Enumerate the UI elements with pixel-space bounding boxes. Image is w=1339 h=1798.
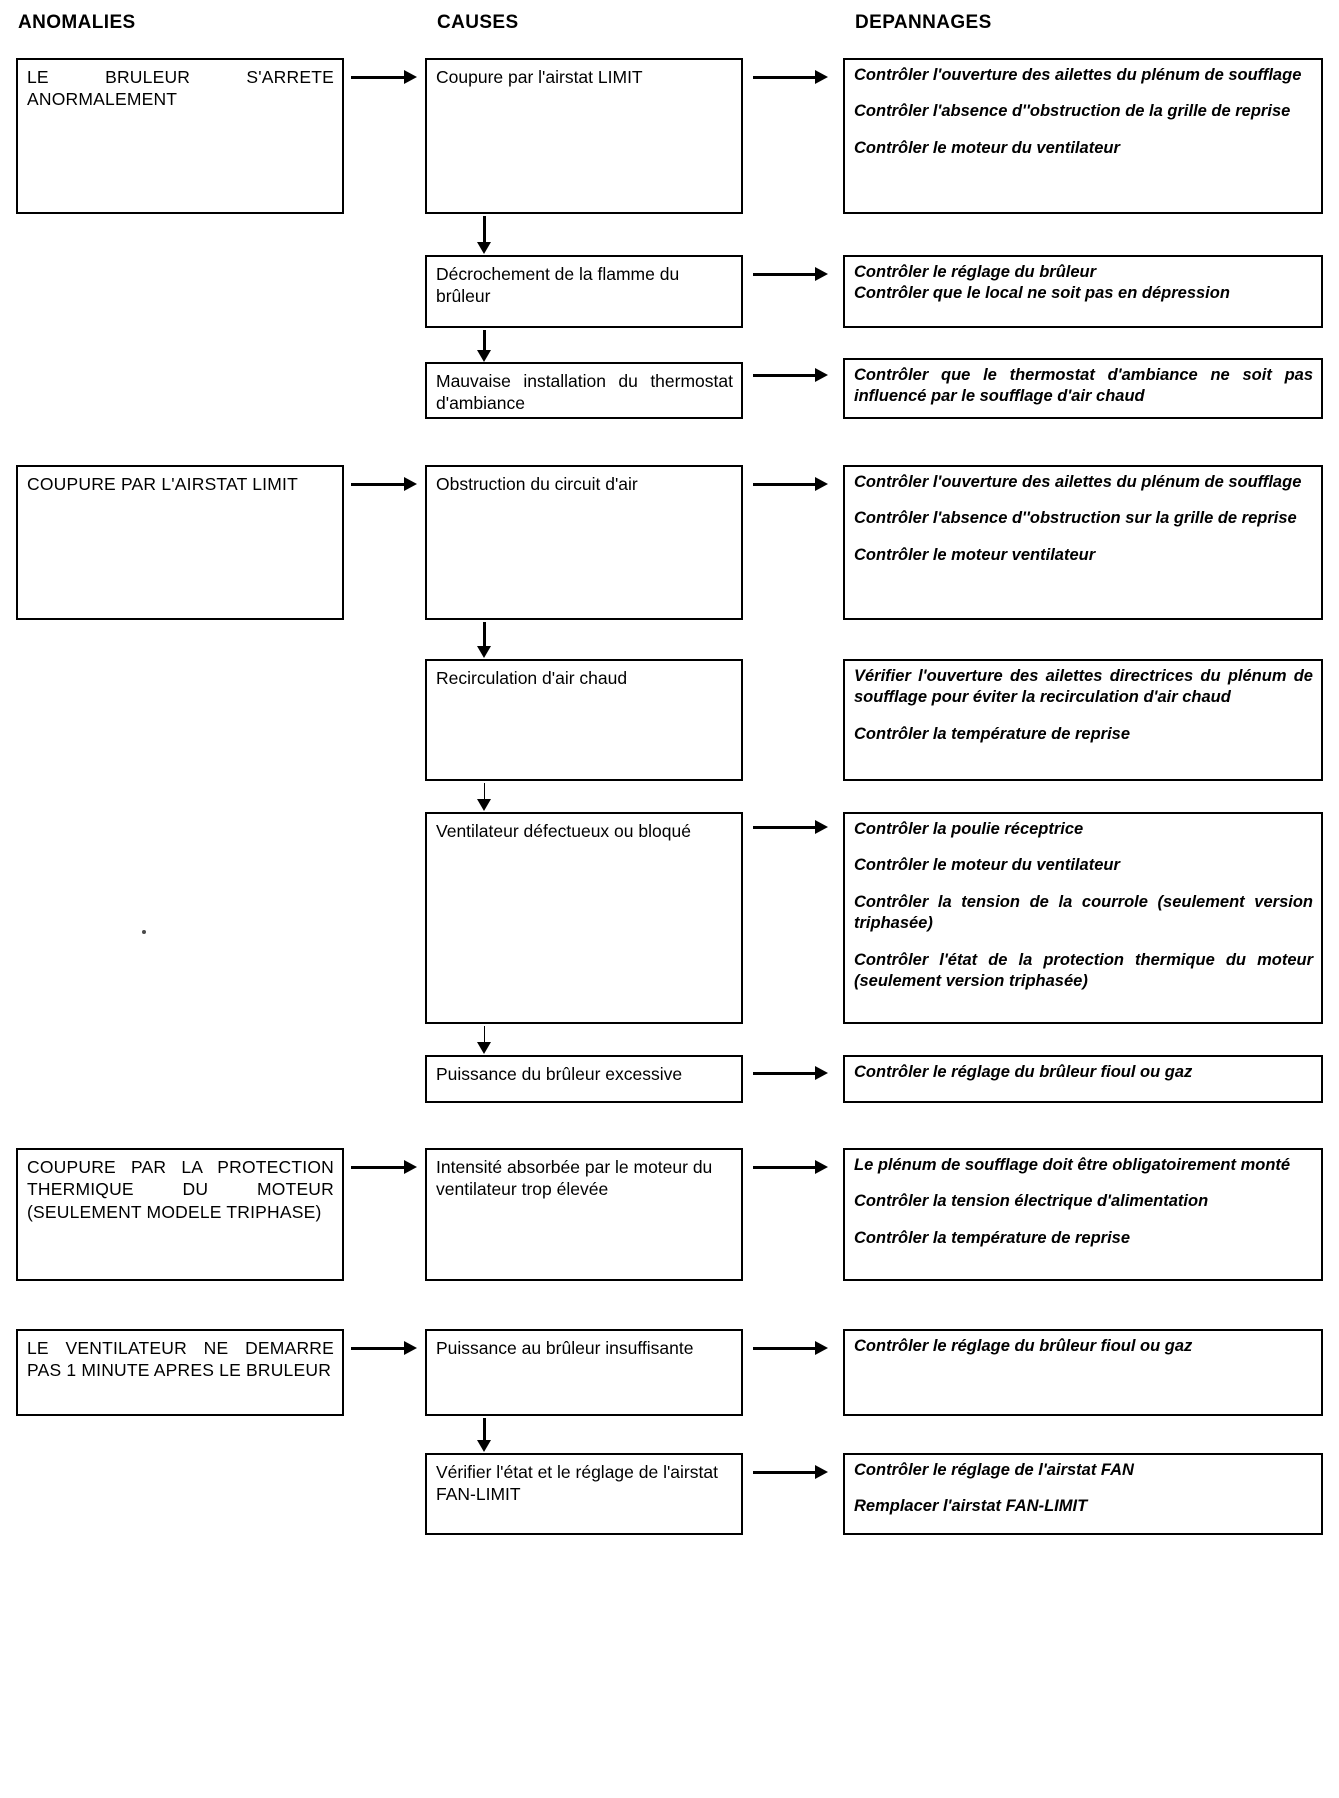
remedy-text: Contrôler le moteur du ventilateur bbox=[854, 138, 1120, 157]
anomaly-box bbox=[16, 465, 344, 620]
anomaly-text: COUPURE PAR LA PROTECTION THERMIQUE DU MOTEUR (SEULEMENT MODELE TRIPHASE) bbox=[27, 1157, 334, 1222]
remedy-text: Contrôler l'ouverture des ailettes du plénum de soufflage bbox=[854, 66, 1302, 84]
arrow-cause-chain bbox=[477, 216, 491, 254]
column-header-depannages: DEPANNAGES bbox=[855, 12, 992, 33]
remedy-box bbox=[843, 58, 1323, 214]
anomaly-text: COUPURE PAR L'AIRSTAT LIMIT bbox=[27, 474, 298, 494]
arrow-anomaly-to-cause bbox=[351, 477, 417, 491]
arrow-cause-chain bbox=[477, 330, 491, 362]
arrow-anomaly-to-cause bbox=[351, 1160, 417, 1174]
scan-artifact bbox=[142, 930, 146, 934]
cause-text: Décrochement de la flamme du brûleur bbox=[436, 264, 680, 307]
arrow-cause-to-remedy bbox=[753, 820, 831, 834]
arrow-cause-chain bbox=[477, 1026, 491, 1054]
remedy-box bbox=[843, 1329, 1323, 1416]
remedy-text: Le plénum de soufflage doit être obligatoirement monté bbox=[854, 1156, 1291, 1174]
arrow-anomaly-to-cause bbox=[351, 1341, 417, 1355]
cause-text: Intensité absorbée par le moteur du ventilateur trop élevée bbox=[436, 1157, 713, 1200]
arrow-cause-to-remedy bbox=[753, 1341, 831, 1355]
cause-box bbox=[425, 1148, 743, 1281]
remedy-text: Contrôler l'absence d''obstruction de la grille de reprise bbox=[854, 102, 1291, 121]
remedy-text: Vérifier l'ouverture des ailettes directrices du plénum de soufflage pour éviter la recirculation d'air chaud bbox=[854, 667, 1313, 707]
cause-box bbox=[425, 255, 743, 328]
remedy-box bbox=[843, 465, 1323, 620]
anomaly-text: LE BRULEUR S'ARRETE ANORMALEMENT bbox=[27, 67, 334, 110]
remedy-box bbox=[843, 1055, 1323, 1103]
remedy-text: Contrôler le réglage du brûleur bbox=[854, 263, 1097, 281]
cause-box bbox=[425, 362, 743, 419]
remedy-box bbox=[843, 659, 1323, 781]
remedy-text: Contrôler le réglage du brûleur fioul ou gaz bbox=[854, 1337, 1193, 1355]
cause-box bbox=[425, 1329, 743, 1416]
cause-box bbox=[425, 1055, 743, 1103]
cause-text: Vérifier l'état et le réglage de l'airstat FAN-LIMIT bbox=[436, 1462, 718, 1505]
cause-text: Puissance au brûleur insuffisante bbox=[436, 1338, 694, 1358]
remedy-text: Contrôler l'état de la protection thermique du moteur (seulement version triphasée) bbox=[854, 950, 1313, 991]
remedy-text: Contrôler la poulie réceptrice bbox=[854, 820, 1084, 838]
remedy-text: Contrôler la tension électrique d'alimentation bbox=[854, 1192, 1209, 1211]
cause-box bbox=[425, 659, 743, 781]
remedy-box bbox=[843, 1453, 1323, 1535]
remedy-text: Contrôler la température de reprise bbox=[854, 724, 1131, 743]
arrow-cause-to-remedy bbox=[753, 267, 831, 281]
cause-text: Ventilateur défectueux ou bloqué bbox=[436, 821, 691, 841]
arrow-cause-to-remedy bbox=[753, 1066, 831, 1080]
remedy-text: Contrôler le réglage du brûleur fioul ou gaz bbox=[854, 1063, 1193, 1081]
remedy-text: Contrôler la tension de la courrole (seulement version triphasée) bbox=[854, 892, 1313, 933]
remedy-box bbox=[843, 812, 1323, 1024]
cause-text: Coupure par l'airstat LIMIT bbox=[436, 67, 643, 87]
remedy-text: Contrôler le réglage de l'airstat FAN bbox=[854, 1461, 1134, 1479]
cause-box bbox=[425, 465, 743, 620]
cause-text: Puissance du brûleur excessive bbox=[436, 1064, 683, 1084]
column-header-anomalies: ANOMALIES bbox=[18, 12, 136, 33]
cause-box bbox=[425, 812, 743, 1024]
arrow-cause-chain bbox=[477, 783, 491, 811]
arrow-cause-to-remedy bbox=[753, 1160, 831, 1174]
remedy-box bbox=[843, 255, 1323, 328]
remedy-text: Contrôler l'ouverture des ailettes du plénum de soufflage bbox=[854, 473, 1302, 491]
cause-box bbox=[425, 58, 743, 214]
remedy-text: Contrôler la température de reprise bbox=[854, 1228, 1131, 1247]
cause-text: Recirculation d'air chaud bbox=[436, 668, 628, 688]
remedy-text: Contrôler le moteur ventilateur bbox=[854, 545, 1096, 564]
cause-box bbox=[425, 1453, 743, 1535]
anomaly-box bbox=[16, 1329, 344, 1416]
arrow-cause-to-remedy bbox=[753, 1465, 831, 1479]
arrow-anomaly-to-cause bbox=[351, 70, 417, 84]
remedy-text: Contrôler que le thermostat d'ambiance ne soit pas influencé par le soufflage d'air chaud bbox=[854, 366, 1313, 406]
anomaly-text: LE VENTILATEUR NE DEMARRE PAS 1 MINUTE APRES LE BRULEUR bbox=[27, 1338, 334, 1381]
remedy-text: Contrôler l'absence d''obstruction sur la grille de reprise bbox=[854, 509, 1297, 528]
cause-text: Obstruction du circuit d'air bbox=[436, 474, 638, 494]
remedy-text: Contrôler que le local ne soit pas en dépression bbox=[854, 284, 1230, 303]
anomaly-box bbox=[16, 58, 344, 214]
column-header-causes: CAUSES bbox=[437, 12, 519, 33]
remedy-box bbox=[843, 358, 1323, 419]
remedy-text: Contrôler le moteur du ventilateur bbox=[854, 856, 1120, 875]
arrow-cause-chain bbox=[477, 622, 491, 658]
arrow-cause-to-remedy bbox=[753, 368, 831, 382]
anomaly-box bbox=[16, 1148, 344, 1281]
arrow-cause-chain bbox=[477, 1418, 491, 1452]
remedy-text: Remplacer l'airstat FAN-LIMIT bbox=[854, 1497, 1088, 1516]
arrow-cause-to-remedy bbox=[753, 477, 831, 491]
arrow-cause-to-remedy bbox=[753, 70, 831, 84]
remedy-box bbox=[843, 1148, 1323, 1281]
cause-text: Mauvaise installation du thermostat d'ambiance bbox=[436, 371, 733, 414]
